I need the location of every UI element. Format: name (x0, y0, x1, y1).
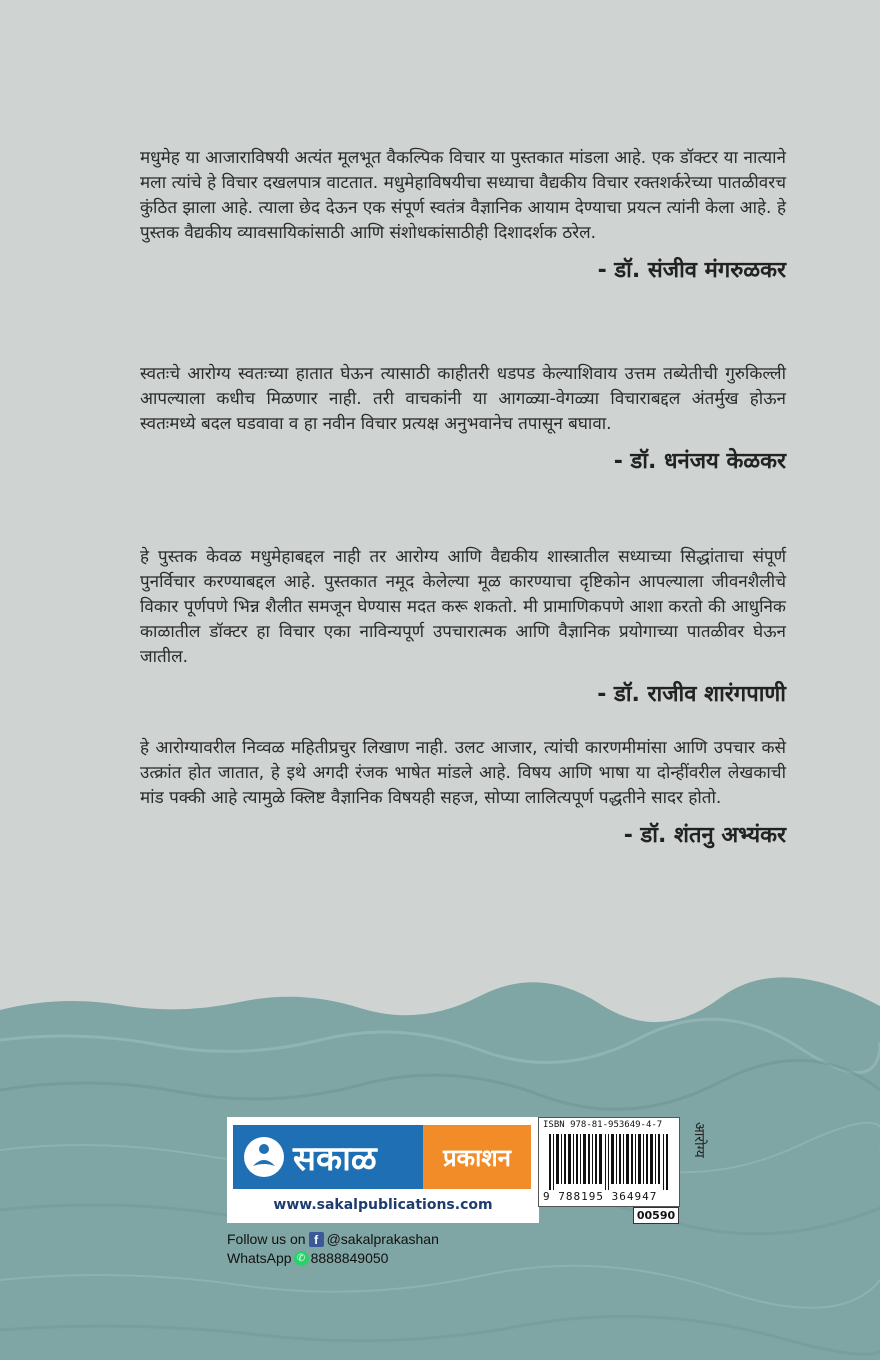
category-label: आरोग्य (691, 1122, 707, 1158)
whatsapp-number[interactable]: 8888849050 (310, 1250, 389, 1266)
publisher-imprint: प्रकाशन (443, 1143, 511, 1172)
quote-text: मधुमेह या आजाराविषयी अत्यंत मूलभूत वैकल्पिक विचार या पुस्तकात मांडला आहे. एक डॉक्टर या नात्याने मला त्यांचे हे विचार दखलपात्र वाटतात. मधुमेहाविषयीचा सध्याचा वैद्यकीय विचार रक्तशर्करेच्या पातळीवरच कुंठित झाला आहे. त्याला छेद देऊन एक संपूर्ण स्वतंत्र वैज्ञानिक आयाम देण्याचा प्रयत्न त्यांनी केला आहे. हे पुस्तक वैद्यकीय व्यावसायिकांसाठी आणि संशोधकांसाठीही दिशादर्शक ठरेल. (140, 148, 786, 243)
publisher-name: सकाळ (293, 1139, 377, 1179)
isbn-text: ISBN 978-81-953649-4-7 (543, 1120, 663, 1130)
quote-text: हे पुस्तक केवळ मधुमेहाबद्दल नाही तर आरोग्य आणि वैद्यकीय शास्त्रातील सध्याच्या सिद्धांताचा संपूर्ण पुनर्विचार करण्याबद्दल आहे. पुस्तकात नमूद केलेल्या मूळ कारण्याचा दृष्टिकोन आपल्याला जीवनशैलीचे विकार पूर्णपणे भिन्न शैलीत समजून घेण्यास मदत करू शकतो. मी प्रामाणिकपणे आशा करतो की आधुनिक काळातील डॉक्टर हा विचार एका नाविन्यपूर्ण उपचारात्मक आणि वैज्ञानिक प्रयोगाच्या पातळीवर घेऊन जातील. (140, 547, 786, 667)
follow-label: Follow us on (227, 1231, 306, 1247)
quote-author: - डॉ. शंतनु अभ्यंकर (623, 823, 786, 848)
facebook-handle[interactable]: @sakalprakashan (326, 1231, 439, 1247)
publisher-website[interactable]: www.sakalpublications.com (273, 1197, 493, 1213)
quote-text: स्वतःचे आरोग्य स्वतःच्या हातात घेऊन त्यासाठी काहीतरी धडपड केल्याशिवाय उत्तम तब्येतीची गुरुकिल्ली आपल्याला कधीच मिळणार नाही. तरी वाचकांनी या आगळ्या-वेगळ्या विचाराबद्दल अंतर्मुख होऊन स्वतःमध्ये बदल घडवावा व हा नवीन विचार प्रत्यक्ष अनुभवानेच तपासून बघावा. (140, 364, 786, 434)
isbn-barcode (538, 1117, 680, 1207)
barcode-icon (547, 1134, 671, 1190)
quote-author: - डॉ. राजीव शारंगपाणी (597, 682, 786, 707)
whatsapp-icon: ✆ (294, 1251, 309, 1266)
quote-author: - डॉ. संजीव मंगरुळकर (597, 258, 786, 283)
whatsapp-label: WhatsApp (227, 1250, 292, 1266)
quote-4 (140, 736, 786, 849)
quote-3 (140, 545, 786, 708)
price-code: 00590 (633, 1207, 679, 1224)
publisher-emblem-icon (241, 1134, 287, 1180)
quote-text: हे आरोग्यावरील निव्वळ महितीप्रचुर लिखाण नाही. उलट आजार, त्यांची कारणमीमांसा आणि उपचार कसे उत्क्रांत होत जातात, हे इथे अगदी रंजक भाषेत मांडले आहे. विषय आणि भाषा या दोन्हींवरील लेखकाची मांड पक्की आहे त्यामुळे क्लिष्ट वैज्ञानिक विषयही सहज, सोप्या लालित्यपूर्ण पद्धतीने सादर होतो. (140, 738, 786, 808)
facebook-icon: f (309, 1232, 324, 1247)
quote-2 (140, 362, 786, 475)
barcode-digits: 9 788195 364947 (543, 1190, 658, 1203)
quote-author: - डॉ. धनंजय केळकर (613, 449, 786, 474)
publisher-logo (227, 1117, 539, 1223)
quote-1 (140, 146, 786, 284)
social-links (227, 1230, 439, 1268)
